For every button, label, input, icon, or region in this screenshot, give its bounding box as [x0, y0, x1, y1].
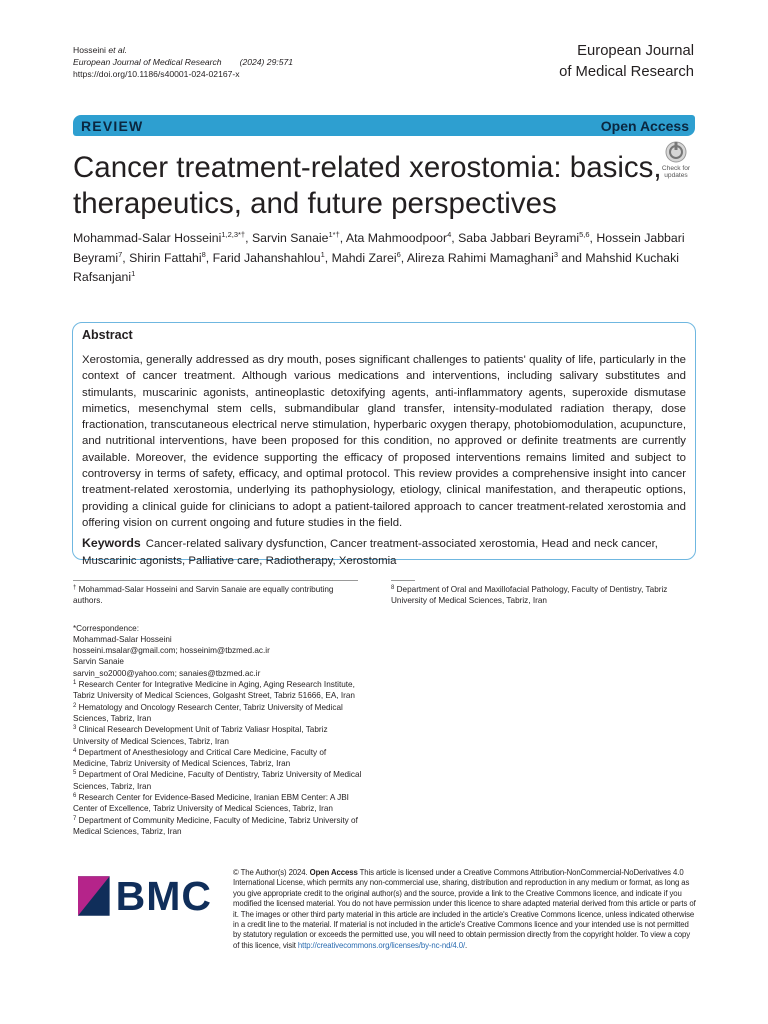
footnote-number: †: [73, 585, 77, 591]
footnote-number: 8: [391, 585, 395, 591]
footnote-text: sarvin_so2000@yahoo.com; sanaies@tbzmed.ac.ir: [73, 668, 261, 678]
author-separator: ,: [324, 250, 332, 265]
author-name: Ata Mahmoodpoor: [345, 231, 448, 245]
author-separator: ,: [122, 250, 130, 265]
author-affiliation-sup: 4: [447, 230, 452, 239]
footnote-text: Department of Oral Medicine, Faculty of Dentistry, Tabriz University of Medical Sciences, Tabriz, Iran: [73, 770, 362, 791]
author-name: Sarvin Sanaie: [251, 231, 329, 245]
article-title: Cancer treatment-related xerostomia: basics, therapeutics, and future perspectives: [73, 151, 662, 220]
footnote-number: 7: [73, 815, 77, 822]
footnote: [73, 747, 363, 770]
article-type-label: REVIEW: [81, 117, 144, 134]
footnote-text: Clinical Research Development Unit of Tabriz Valiasr Hospital, Tabriz University of Medical Sciences, Tabriz, Iran: [73, 725, 328, 746]
bmc-logo-text: BMC: [115, 872, 212, 919]
keywords-text: Cancer-related salivary dysfunction, Cancer treatment-associated xerostomia, Head and neck cancer, Muscarinic agonists, Palliative care, Radiotherapy, Xerostomia: [82, 538, 658, 567]
author-separator: ,: [400, 250, 407, 265]
author-separator: ,: [339, 231, 346, 245]
doi-link[interactable]: https://doi.org/10.1186/s40001-024-02167-x: [73, 69, 240, 79]
footnote: [73, 634, 363, 645]
journal-citation: European Journal of Medical Research (2024) 29:571: [73, 57, 294, 67]
journal-name: European Journal of Medical Research: [559, 43, 694, 80]
footnote: [73, 645, 363, 656]
author-name: Mohammad-Salar Hosseini: [73, 231, 222, 245]
author-separator: and: [558, 250, 586, 265]
author-name: Shirin Fattahi: [129, 250, 202, 265]
footnote-text: Research Center for Evidence-Based Medicine, Iranian EBM Center: A JBI Center of Excellence, Tabriz University of Medical Sciences, Tabriz, Iran: [73, 793, 349, 814]
author-separator: ,: [245, 231, 252, 245]
bmc-logo-icon: [78, 876, 110, 916]
footnote: [73, 584, 363, 607]
footnote: [73, 679, 363, 702]
author-name: Farid Jahanshahlou: [212, 250, 321, 265]
author-affiliation-sup: 7: [118, 249, 123, 259]
footnote-text: Sarvin Sanaie: [73, 657, 124, 667]
footnote: [73, 623, 363, 634]
footnotes-left: [73, 584, 363, 837]
author-name: Hossein Jabbari Beyrami: [73, 231, 685, 265]
footnote-text: Research Center for Integrative Medicine in Aging, Aging Research Institute, Tabriz University of Medical Sciences, Golgasht Street, Tabriz 51666, EA, Iran: [73, 680, 355, 701]
footnote-text: Department of Anesthesiology and Critical Care Medicine, Faculty of Medicine, Tabriz University of Medical Sciences, Tabriz, Iran: [73, 747, 327, 769]
author-affiliation-sup: 1*†: [328, 230, 340, 239]
footnote: [73, 815, 363, 838]
author-affiliation-sup: 5,6: [579, 230, 590, 239]
author-short: Hosseini et al.: [73, 45, 127, 55]
author-affiliation-sup: 6: [396, 249, 401, 259]
author-affiliation-sup: 3: [553, 249, 559, 259]
author-separator: ,: [205, 250, 213, 265]
footnote-text: Mohammad-Salar Hosseini and Sarvin Sanaie are equally contributing authors.: [73, 585, 334, 606]
footnote-text: Department of Community Medicine, Faculty of Medicine, Tabriz University of Medical Sciences, Tabriz, Iran: [73, 815, 358, 836]
author-name: Mahdi Zarei: [331, 250, 397, 265]
bmc-logo: [78, 872, 212, 920]
footnote-divider-right: [391, 580, 415, 581]
author-affiliation-sup: 1: [131, 269, 136, 278]
footnote-text: Department of Oral and Maxillofacial Pathology, Faculty of Dentistry, Tabriz University of Medical Sciences, Tabriz, Iran: [391, 585, 668, 606]
footnote-number: 1: [73, 680, 77, 687]
abstract-text: Xerostomia, generally addressed as dry mouth, poses significant challenges to patients' quality of life, particularly in the context of cancer treatment. Although various medications and interventions, including salivary substitutes and stimulants, muscarinic agonists, antineoplastic detoxifying agents, anti-inflammatory agents, superoxide dismutase mimetics, mesenchymal stem cells, submandibular gland transfer, intensity-modulated radiation therapy, dose fractionation, transcutaneous electrical nerve stimulation, hyperbaric oxygen therapy, photobiomodulation, acupuncture, and nutritional interventions, have been proposed for this condition, no approved or definite treatments are currently available. Moreover, the evidence supporting the efficacy of proposed interventions remains limited and subject to controversy in terms of safety, efficacy, and optimal protocol. This review provides a comprehensive insight into cancer treatment-related xerostomia, underlying its pathophysiology, etiology, clinical manifestation, and therapeutic options, providing a clinical guide for clinicians to adopt a patient-tailored approach to cancer treatment-related xerostomia and offering vision on current ongoing and future studies in the field.: [82, 354, 686, 529]
check-updates-icon: [665, 141, 687, 163]
footnote: [73, 702, 363, 725]
article-type-banner: [73, 115, 695, 136]
keywords: [82, 535, 686, 569]
author-separator: ,: [589, 231, 597, 245]
author-affiliation-sup: 1,2,3*†: [221, 230, 246, 239]
open-access-label: Open Access: [600, 117, 689, 134]
footnote: [73, 792, 363, 815]
author-name: Mahshid Kuchaki Rafsanjani: [73, 250, 680, 284]
footnote-number: 3: [73, 725, 77, 732]
article-meta: [73, 44, 293, 80]
license-link[interactable]: http://creativecommons.org/licenses/by-nc-nd/4.0/: [297, 940, 466, 950]
footnote-text: Mohammad-Salar Hosseini: [73, 634, 172, 644]
license-text: © The Author(s) 2024. Open Access This article is licensed under a Creative Commons Attribution-NonCommercial-NoDerivatives 4.0 International License, which permits any non-commercial use, sharing, distribution and reproduction in any medium or format, as long as you give appropriate credit to the original author(s) and the source, provide a link to the Creative Commons licence, and indicate if you modified the licensed material. You do not have permission under this licence to share adapted material derived from this article or parts of it. The images or other third party material in this article are included in the article's Creative Commons licence, unless indicated otherwise in a credit line to the material. If material is not included in the article's Creative Commons licence and your intended use is not permitted by statutory regulation or exceeds the permitted use, you will need to obtain permission directly from the copyright holder. To view a copy of this licence, visit http://creativecommons.org/licenses/by-nc-nd/4.0/.: [233, 868, 696, 950]
check-updates-text: Check for updates: [661, 165, 691, 179]
author-list: [73, 229, 697, 288]
footnote: [73, 668, 363, 679]
footnote: [73, 769, 363, 792]
author-affiliation-sup: 1: [320, 249, 325, 259]
footnote-number: 2: [73, 702, 77, 709]
keywords-label: Keywords: [82, 536, 141, 551]
footnote-number: 4: [73, 747, 77, 754]
abstract-heading: Abstract: [82, 328, 133, 342]
author-name: Saba Jabbari Beyrami: [458, 231, 580, 245]
footnote-text: *Correspondence:: [73, 623, 139, 633]
footnote-number: 6: [73, 793, 77, 800]
footnotes-right: [391, 584, 681, 607]
footnote-number: 5: [73, 770, 77, 777]
footnote: [73, 724, 363, 747]
footnote-text: Hematology and Oncology Research Center, Tabriz University of Medical Sciences, Tabriz, Iran: [73, 702, 343, 723]
check-for-updates-badge[interactable]: [656, 141, 696, 181]
author-name: Alireza Rahimi Mamaghani: [406, 250, 554, 265]
footnote: [391, 584, 681, 607]
footnote-divider-left: [73, 580, 358, 581]
abstract-box: [72, 322, 696, 567]
footnote-text: hosseini.msalar@gmail.com; hosseinim@tbzmed.ac.ir: [73, 646, 270, 656]
footnote: [73, 656, 363, 667]
author-affiliation-sup: 8: [201, 249, 206, 259]
author-separator: ,: [451, 231, 459, 245]
